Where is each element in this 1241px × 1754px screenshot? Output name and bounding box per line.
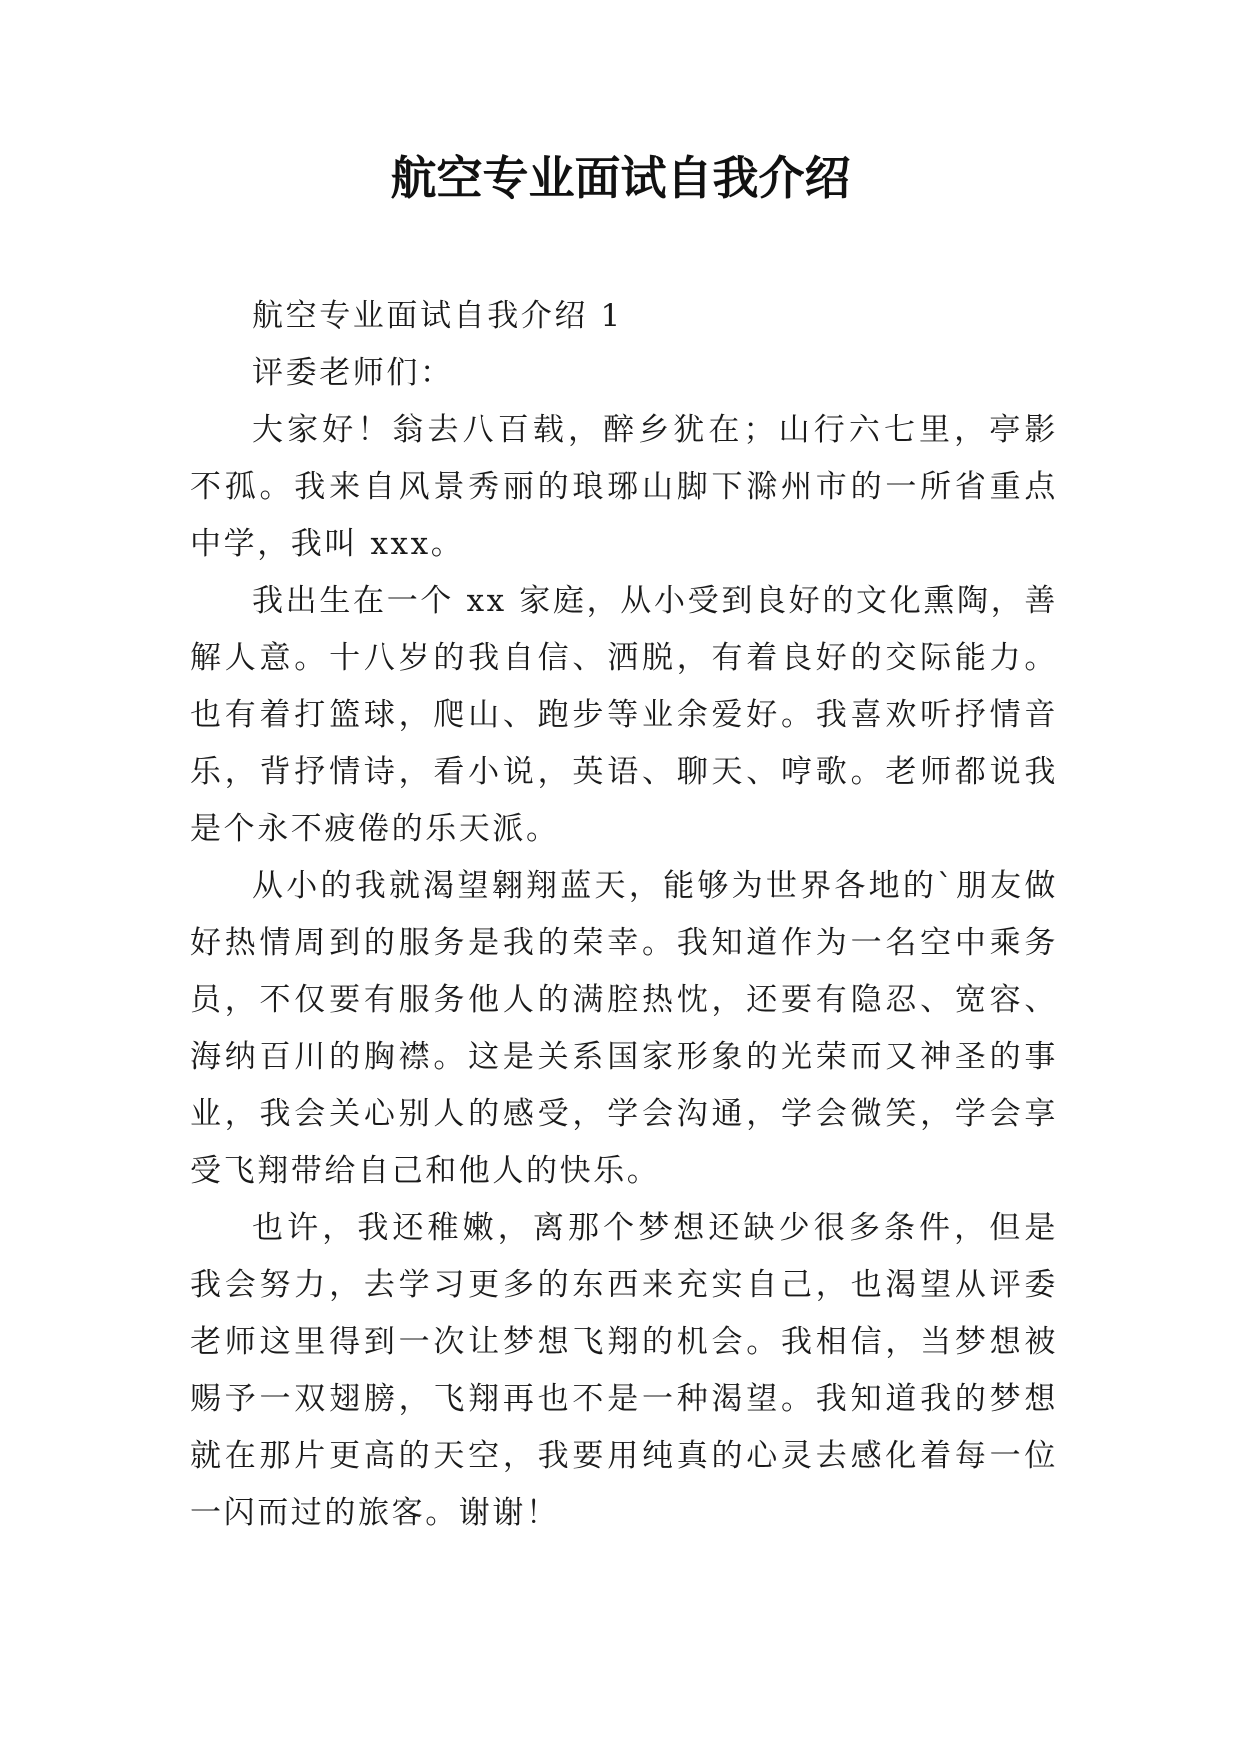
- paragraph: 我出生在一个 xx 家庭，从小受到良好的文化熏陶，善解人意。十八岁的我自信、洒脱，有着良好的交际能力。也有着打篮球，爬山、跑步等业余爱好。我喜欢听抒情音乐，背抒情诗，看小说，英语、聊天、哼歌。老师都说我是个永不疲倦的乐天派。: [190, 583, 1058, 847]
- paragraph: 大家好！翁去八百载，醉乡犹在；山行六七里，亭影不孤。我来自风景秀丽的琅琊山脚下滁州市的一所省重点中学，我叫 xxx。: [190, 412, 1058, 562]
- document-body: [190, 288, 1058, 1542]
- document-title: 航空专业面试自我介绍: [390, 151, 851, 205]
- paragraph: 从小的我就渴望翱翔蓝天，能够为世界各地的`朋友做好热情周到的服务是我的荣幸。我知道作为一名空中乘务员，不仅要有服务他人的满腔热忱，还要有隐忍、宽容、海纳百川的胸襟。这是关系国家形象的光荣而又神圣的事业，我会关心别人的感受，学会沟通，学会微笑，学会享受飞翔带给自己和他人的快乐。: [190, 868, 1058, 1189]
- salutation: 评委老师们：: [252, 355, 454, 391]
- section-heading: 航空专业面试自我介绍 1: [252, 298, 623, 334]
- paragraph: 也许，我还稚嫩，离那个梦想还缺少很多条件，但是我会努力，去学习更多的东西来充实自己，也渴望从评委老师这里得到一次让梦想飞翔的机会。我相信，当梦想被赐予一双翅膀，飞翔再也不是一种渴望。我知道我的梦想就在那片更高的天空，我要用纯真的心灵去感化着每一位一闪而过的旅客。谢谢！: [190, 1210, 1058, 1531]
